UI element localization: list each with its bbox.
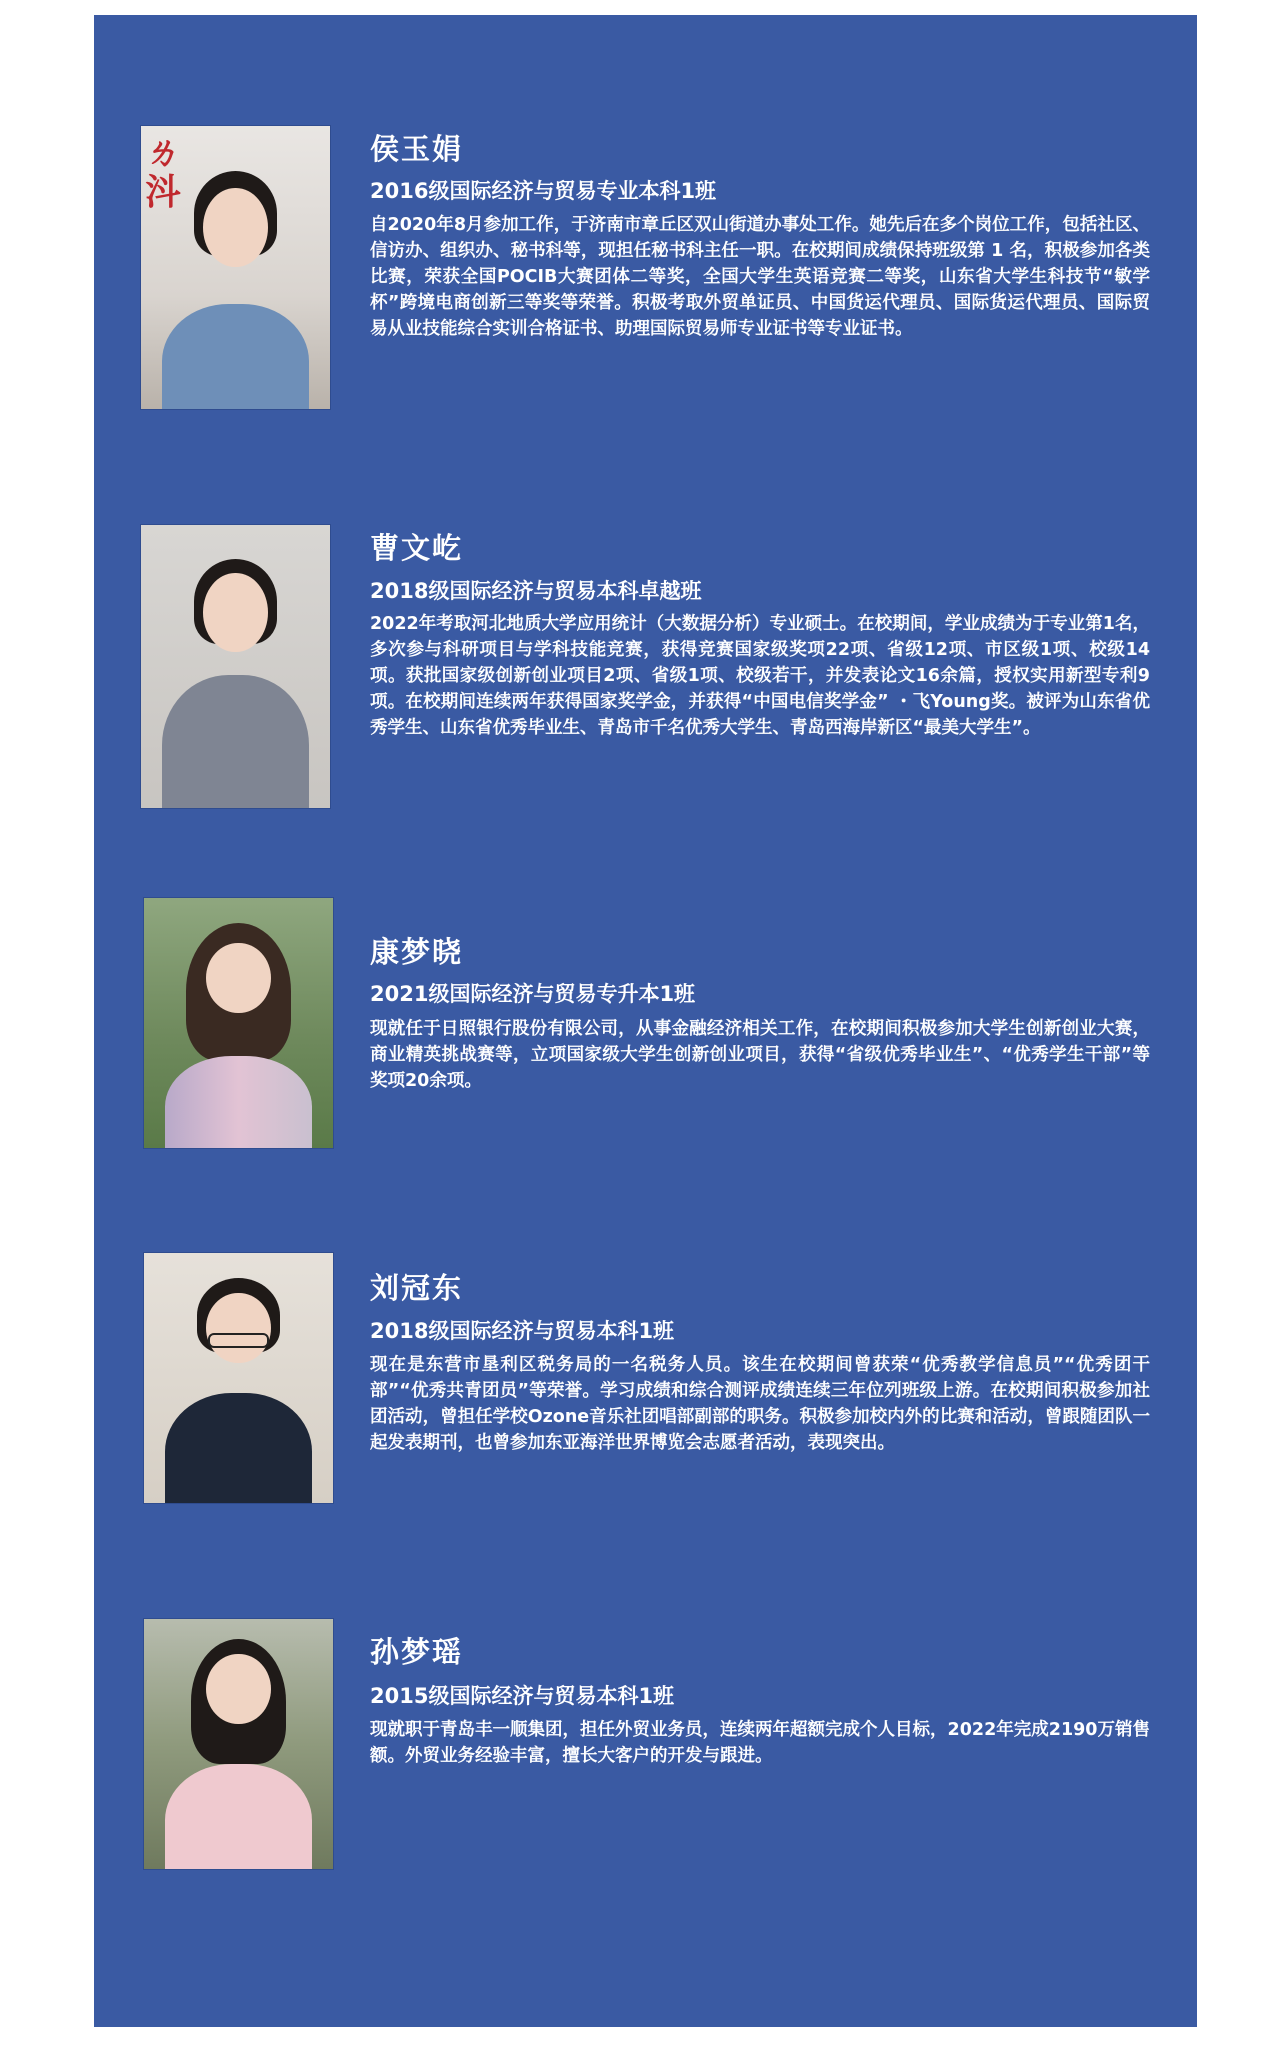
profile-name: 孙梦瑶	[370, 1635, 464, 1669]
profile-photo	[140, 524, 331, 809]
profile-name: 康梦晓	[370, 935, 464, 969]
profile-photo	[143, 1252, 334, 1504]
profile-class: 2015级国际经济与贸易本科1班	[370, 1684, 675, 1708]
profile-bio: 现在是东营市垦利区税务局的一名税务人员。该生在校期间曾获荣“优秀教学信息员”“优秀团干部”“优秀共青团员”等荣誉。学习成绩和综合测评成绩连续三年位列班级上游。在校期间积极参加社团活动，曾担任学校Ozone音乐社团唱部副部的职务。积极参加校内外的比赛和活动，曾跟随团队一起发表期刊，也曾参加东亚海洋世界博览会志愿者活动，表现突出。	[370, 1355, 1150, 1453]
profile-class: 2016级国际经济与贸易专业本科1班	[370, 179, 717, 203]
profile-name: 曹文屹	[370, 531, 464, 565]
profile-photo	[143, 1618, 334, 1870]
alumni-panel	[94, 15, 1197, 2027]
profile-name: 刘冠东	[370, 1271, 464, 1305]
profile-name: 侯玉娟	[370, 132, 464, 166]
profile-photo: ㄌ㳆	[140, 125, 331, 410]
profile-class: 2018级国际经济与贸易本科1班	[370, 1319, 675, 1343]
profile-photo	[143, 897, 334, 1149]
profile-bio: 现就任于日照银行股份有限公司，从事金融经济相关工作，在校期间积极参加大学生创新创业大赛，商业精英挑战赛等，立项国家级大学生创新创业项目，获得“省级优秀毕业生”、“优秀学生干部”等奖项20余项。	[370, 1019, 1150, 1091]
profile-class: 2021级国际经济与贸易专升本1班	[370, 982, 696, 1006]
profile-bio: 自2020年8月参加工作，于济南市章丘区双山街道办事处工作。她先后在多个岗位工作，包括社区、信访办、组织办、秘书科等，现担任秘书科主任一职。在校期间成绩保持班级第 1 名，积极参加各类比赛，荣获全国POCIB大赛团体二等奖，全国大学生英语竞赛二等奖，山东省大学生科技节“敏学杯”跨境电商创新三等奖等荣誉。积极考取外贸单证员、中国货运代理员、国际货运代理员、国际贸易从业技能综合实训合格证书、助理国际贸易师专业证书等专业证书。	[370, 215, 1150, 339]
profile-bio: 2022年考取河北地质大学应用统计（大数据分析）专业硕士。在校期间，学业成绩为于专业第1名，多次参与科研项目与学科技能竞赛，获得竞赛国家级奖项22项、省级12项、市区级1项、校级14项。获批国家级创新创业项目2项、省级1项、校级若干，并发表论文16余篇，授权实用新型专利9项。在校期间连续两年获得国家奖学金，并获得“中国电信奖学金” ・飞Young奖。被评为山东省优秀学生、山东省优秀毕业生、青岛市千名优秀大学生、青岛西海岸新区“最美大学生”。	[370, 614, 1150, 738]
profile-class: 2018级国际经济与贸易本科卓越班	[370, 579, 702, 603]
profile-bio: 现就职于青岛丰一顺集团，担任外贸业务员，连续两年超额完成个人目标，2022年完成2190万销售额。外贸业务经验丰富，擅长大客户的开发与跟进。	[370, 1720, 1150, 1766]
